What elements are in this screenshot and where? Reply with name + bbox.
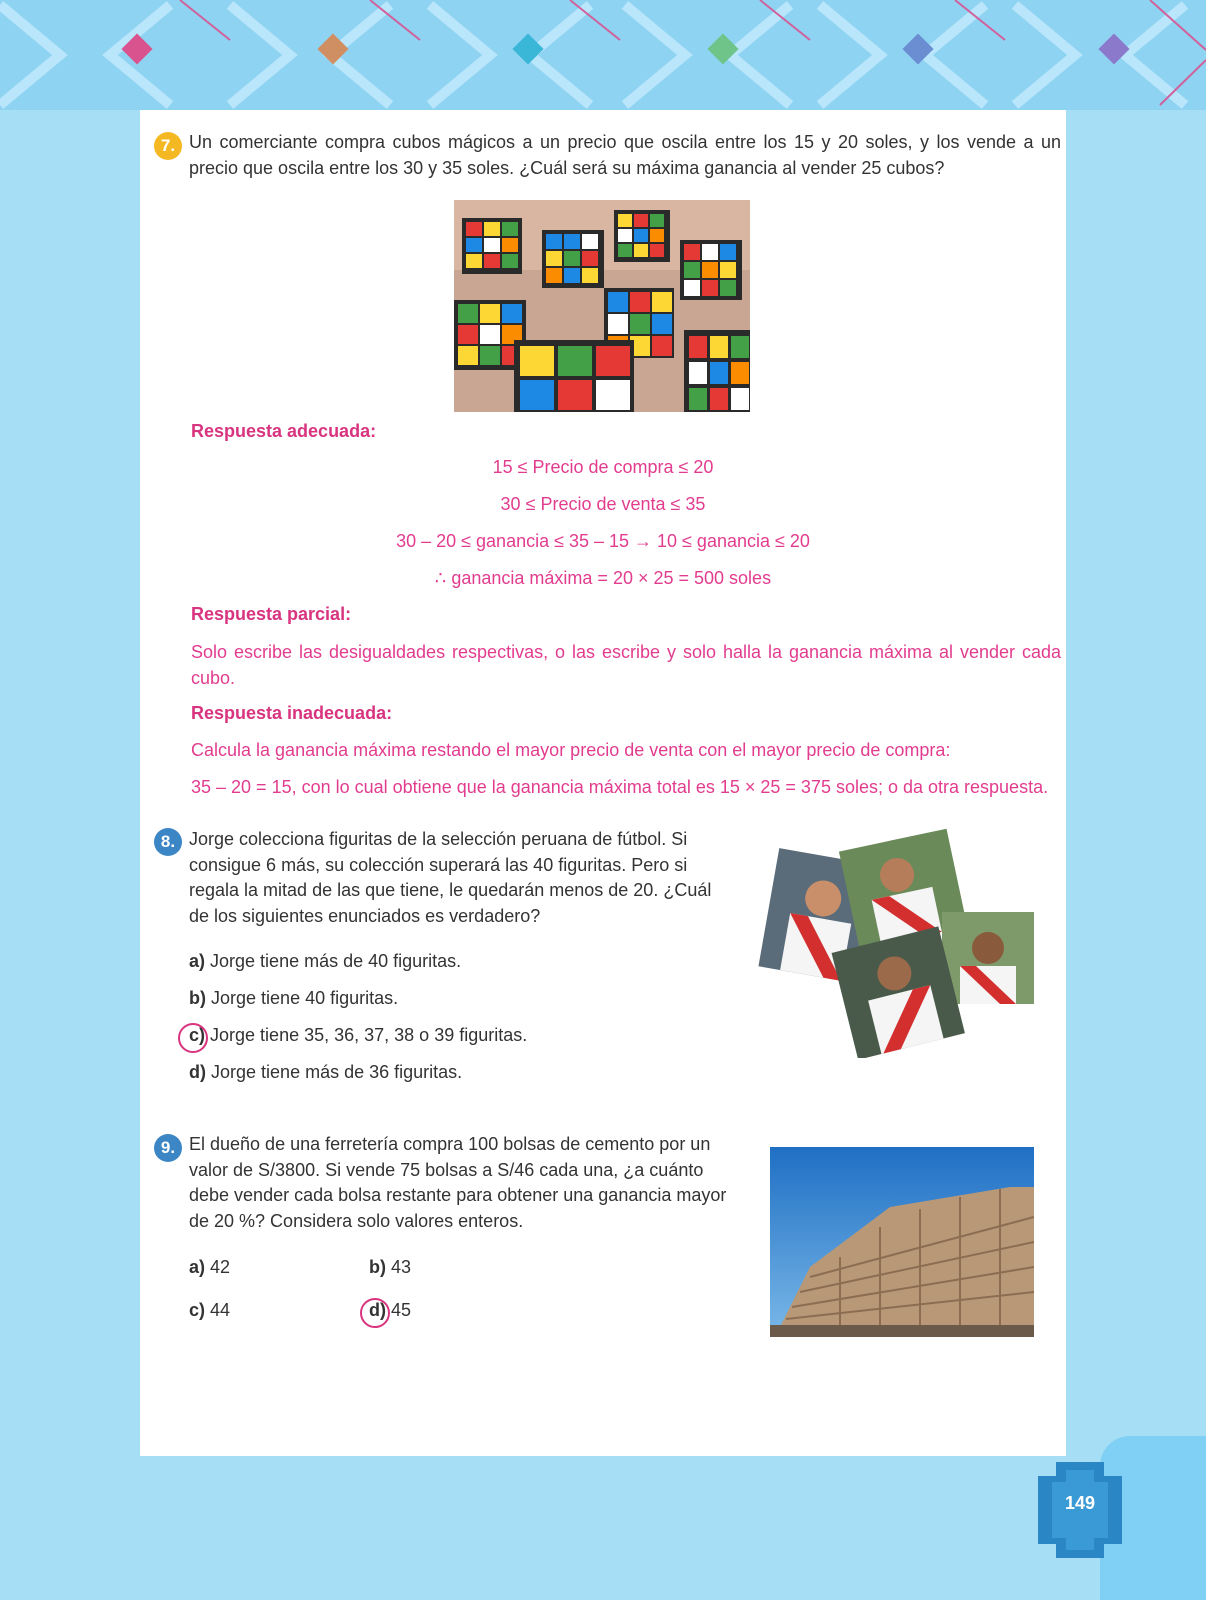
football-players-icon bbox=[748, 828, 1038, 1058]
q8-option-b-letter: b) bbox=[189, 988, 206, 1008]
partial-answer-label: Respuesta parcial: bbox=[191, 604, 352, 624]
question-9-number: 9. bbox=[154, 1134, 182, 1162]
football-players-collage bbox=[748, 828, 1038, 1058]
q9-option-c-text: 44 bbox=[210, 1300, 231, 1320]
question-7-text: Un comerciante compra cubos mágicos a un precio que oscila entre los 15 y 20 soles, y los vende a un precio que oscila entre los 30 y 35 soles. ¿Cuál será su máxima ganancia al vender 25 cubos? bbox=[189, 132, 1061, 178]
q9-option-b-letter: b) bbox=[369, 1257, 386, 1277]
question-7-number: 7. bbox=[154, 132, 182, 160]
q8-option-a-text: Jorge tiene más de 40 figuritas. bbox=[210, 951, 462, 971]
q8-option-d-letter: d) bbox=[189, 1062, 206, 1082]
q9-option-a-text: 42 bbox=[210, 1257, 231, 1277]
page-number: 149 bbox=[1064, 1493, 1096, 1513]
cement-bags-photo bbox=[770, 1147, 1034, 1337]
rubiks-cubes-icon bbox=[454, 200, 750, 412]
inadequate-answer-label: Respuesta inadecuada: bbox=[191, 703, 393, 723]
q8-option-d-text: Jorge tiene más de 36 figuritas. bbox=[211, 1062, 463, 1082]
selected-answer-circle-icon bbox=[360, 1298, 390, 1328]
q8-option-b[interactable] bbox=[189, 988, 398, 1009]
q8-option-b-text: Jorge tiene 40 figuritas. bbox=[211, 988, 399, 1008]
equation-2: 30 ≤ Precio de venta ≤ 35 bbox=[500, 494, 706, 514]
q9-option-d-letter: d) bbox=[369, 1300, 386, 1320]
q9-option-c-letter: c) bbox=[189, 1300, 206, 1320]
rubiks-cubes-photo bbox=[454, 200, 750, 412]
q9-option-c[interactable] bbox=[189, 1300, 230, 1321]
question-8-text: Jorge colecciona figuritas de la selección peruana de fútbol. Si consigue 6 más, su colección superará las 40 figuritas. Pero si regala la mitad de las que tiene, le quedarán menos de 20. ¿Cuál de los siguientes enunciados es verdadero? bbox=[189, 829, 712, 926]
zigzag-pattern-icon bbox=[0, 0, 1206, 110]
q8-option-c[interactable] bbox=[189, 1025, 527, 1046]
q9-option-a-letter: a) bbox=[189, 1257, 206, 1277]
cement-bags-icon bbox=[770, 1147, 1034, 1337]
q8-option-c-letter: c) bbox=[189, 1025, 206, 1045]
question-8-number: 8. bbox=[154, 828, 182, 856]
partial-answer-text: Solo escribe las desigualdades respectivas, o las escribe y solo halla la ganancia máxima al vender cada cubo. bbox=[191, 642, 1061, 688]
q9-option-a[interactable] bbox=[189, 1257, 230, 1278]
equation-4: ∴ ganancia máxima = 20 × 25 = 500 soles bbox=[434, 568, 772, 588]
q9-option-d-text: 45 bbox=[391, 1300, 412, 1320]
equation-1: 15 ≤ Precio de compra ≤ 20 bbox=[492, 457, 714, 477]
inadequate-answer-line1: Calcula la ganancia máxima restando el mayor precio de venta con el mayor precio de compra: bbox=[191, 740, 951, 760]
selected-answer-circle-icon bbox=[178, 1023, 208, 1053]
q9-option-b[interactable] bbox=[369, 1257, 411, 1278]
equation-3: 30 – 20 ≤ ganancia ≤ 35 – 15 → 10 ≤ ganancia ≤ 20 bbox=[396, 531, 810, 551]
page-sheet bbox=[140, 110, 1066, 1456]
q8-option-a[interactable] bbox=[189, 951, 461, 972]
q8-option-c-text: Jorge tiene 35, 36, 37, 38 o 39 figuritas. bbox=[210, 1025, 528, 1045]
q8-option-d[interactable] bbox=[189, 1062, 462, 1083]
inadequate-answer-line2: 35 – 20 = 15, con lo cual obtiene que la ganancia máxima total es 15 × 25 = 375 soles; o da otra respuesta. bbox=[191, 777, 1049, 797]
decorative-banner bbox=[0, 0, 1206, 110]
question-9-text: El dueño de una ferretería compra 100 bolsas de cemento por un valor de S/3800. Si vende 75 bolsas a S/46 cada una, ¿a cuánto debe vender cada bolsa restante para obtener una ganancia mayor de 20 %? Considera solo valores enteros. bbox=[189, 1134, 727, 1231]
q9-option-b-text: 43 bbox=[391, 1257, 412, 1277]
q8-option-a-letter: a) bbox=[189, 951, 206, 971]
adequate-answer-label: Respuesta adecuada: bbox=[191, 421, 377, 441]
